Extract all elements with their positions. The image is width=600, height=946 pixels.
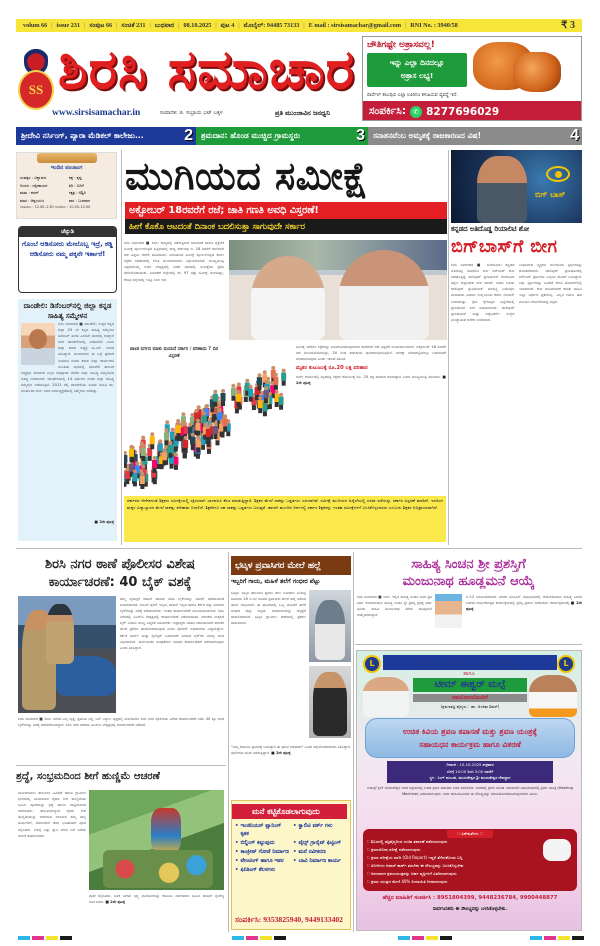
list-item: • ಇಂಜಿನಿಯರ್ ಪ್ಲಾನಿಂಗ್ ಕೃತಕ: [235, 822, 289, 838]
chief-minister-photo: [229, 240, 447, 340]
print-color-bar: [398, 936, 452, 940]
bigg-boss-kicker: ಕನ್ನಡದ ಅತಿದೊಡ್ಡ ರಿಯಾಲಿಟಿ ಶೋ: [451, 225, 530, 233]
teaser-page-4[interactable]: [368, 127, 582, 145]
date: 08.10.2025: [183, 22, 212, 29]
camp-features: [363, 829, 577, 891]
features-heading: :: ವಿಶೇಷತೆಗಳು ::: [447, 830, 493, 838]
lead-body-col3-text-2: ಸರ್ವೇ ಕಾರ್ಯದಲ್ಲಿ ಮೃತಪಟ್ಟ ಶಿಕ್ಷಕರ ಕುಟುಂಬಕ್ಕೆ ರೂ. 20 ಲಕ್ಷ ಪರಿಹಾರ ಕೊಡುತ್ತೇವೆ ಎಂದು ಮುಖ್ಯಮಂತ್ರಿ ತಿಳಿಸಿದರು.: [296, 375, 441, 380]
injured-woman-photo: [309, 590, 351, 662]
divider: |: [84, 22, 86, 29]
section-divider: [355, 644, 582, 645]
ad-green-box: [367, 53, 467, 87]
panchanga-cell: ಸಂವತ್ಸರ : ವಿಶ್ವಾವಸು: [20, 175, 47, 180]
sweets-image-2: [513, 52, 561, 92]
injured-man-photo: [309, 666, 351, 738]
list-item: • ಕಾಂಕ್ರೀಟ್ ಗೋಡೆ ನಿರ್ಮಾಣ: [235, 848, 289, 856]
crowd-figure: [141, 444, 146, 461]
article-body-continued: ದಾಂಡೇಲಿಯಲ್ಲಿ 14 ವರ್ಷಗಳ ನಂತರ ಜಿಲ್ಲಾ ಸಾಹಿತ್ಯ ಸಮ್ಮೇಳನ ನಡೆಯುತ್ತಿದೆ. 2011 ರಲ್ಲಿ ದಾಂಡೇಲಿಯ ಹಿರಿಯ ಸಾಹಿತಿ ಡಾ. ಮುರ್ತುಜಾ ಆರ್ಟಿ ಅವರ ಸರ್ವಾಧ್ಯಕ್ಷತೆಯಲ್ಲಿ ಸಮ್ಮೇಳನ ನಡೆದಿತ್ತು.: [21, 376, 114, 394]
teaser-page-3[interactable]: [196, 127, 368, 145]
eye-logo-icon: [546, 166, 570, 182]
divider: |: [51, 22, 53, 29]
panchanga-row: [20, 189, 115, 197]
divider: |: [178, 22, 180, 29]
lions-badge-icon: L: [557, 655, 575, 673]
divider: |: [215, 22, 217, 29]
whatsapp-icon: ✆: [410, 106, 422, 118]
lead-body-col3: [296, 344, 446, 492]
section-divider: [16, 765, 226, 766]
crowd-figure: [129, 445, 134, 462]
crowd-figure: [164, 428, 169, 445]
bigg-boss-col2: ಬಂಧನವಾದ ವ್ಯಕ್ತಿಗಳ ಮನೆಯಿಂದ ಸ್ಪರ್ಧಿಗಳನ್ನು ಹೊರತರಲಾಗಿದೆ. ಜಾಲಿವುಡ್ ಸ್ಟುಡಿಯೋದಲ್ಲಿ ಬಿಗ್‌ಬಾಸ್ ಸ್ಪರ್ಧಿಗಳು ಎಲ್ಲರೂ ಹೊರಗೆ ಬಂದಿದ್ದಾರೆ. ಎಲ್ಲಾ ಸ್ಪರ್ಧಿಗಳನ್ನು ಒಂದೆಡೆ ಸೇರಿಸಿ ಹೋಟೆಲ್‌ನಲ್ಲಿ ಇರಿಸಲಾಗಿದೆ. ಶೋ ಮುಂದುವರಿಕೆ ಕುರಿತು ವಾಹಿನಿ ಇನ್ನೂ ನಿರ್ಧಾರ ಪ್ರಕಟಿಸಿಲ್ಲ. ಎಲ್ಲರ ಗಮನ ಈಗ ಮುಂದಿನ ಬೆಳವಣಿಗೆಯತ್ತ ನೆಟ್ಟಿದೆ.: [518, 263, 582, 304]
continued-link[interactable]: ■ 2ನೇ ಪುಟಕ್ಕೆ: [466, 601, 582, 612]
team-name: ಟೀಮ್ ಈಶ್ವರ್ ಮಲ್ಪೆ: [413, 678, 527, 692]
camp-date: ದಿನಾಂಕ : 10-10-2025 ಶುಕ್ರವಾರ: [446, 762, 494, 767]
lead-subhead: ಮೃತರ ಕುಟುಂಬಕ್ಕೆ ರೂ.20 ಲಕ್ಷ ಪರಿಹಾರ: [296, 365, 368, 372]
ad-contact-bar: [363, 101, 582, 121]
crowd-figure: [206, 425, 211, 442]
camp-banner-line2: ಸಹಾಯಧನ ಕಾರ್ಯಕ್ರಮ ಹಾಗೂ ವಿತರಣೆ: [419, 740, 521, 749]
police-headline-line1: ಶಿರಸಿ ನಗರ ಠಾಣೆ ಪೊಲೀಸರ ವಿಶೇಷ: [44, 557, 195, 572]
divider: |: [405, 22, 407, 29]
ad-phone[interactable]: 8277696029: [426, 105, 500, 118]
crowd-figure: [196, 435, 201, 452]
editor-credit: ಸಂಪಾದಕ: ಜಿ. ಸುಬ್ರಾಯ ಭಟ್ ಬಕ್ಕಳ: [160, 110, 223, 116]
divider: |: [116, 22, 118, 29]
doctor-credit: (ಶ್ರವಣತಜ್ಞ ವೈದ್ಯರು : ಡಾ. ಅಂಕಿತಾ ಶಿವರ್): [440, 704, 500, 709]
column-divider: [121, 150, 122, 545]
list-item: • ಫಿನಿಶಿಂಗ್ ಕೆಲಸಗಳು: [235, 866, 289, 874]
crowd-figure: [132, 469, 137, 486]
crowd-figure: [124, 451, 127, 468]
quote-box: [18, 226, 117, 293]
camp-contact: [363, 894, 577, 902]
crowd-figure: [195, 419, 200, 436]
police-caption: ಶಿರಸಿ ಸಮಾಚಾರ ■ ಶಿರಸಿ: ನಗರದ ಎಲ್ಲ ವೃತ್ತ, ಪ್ರಮುಖ ರಸ್ತೆ, ಬಸ್ ನಿಲ್ದಾಣ ವೃತ್ತದಲ್ಲಿ ಮಂಗಳವಾರ ಶಿರಸಿ ನಗರ ಪೊಲೀಸರು ವಿಶೇಷ ಕಾರ್ಯಾಚರಣೆ ನಡೆಸಿ 40 ಕ್ಕೂ ಅಧಿಕ ಬೈಕ್‌ಗಳನ್ನು ವಶಕ್ಕೆ ಪಡೆದುಕೊಂಡಿದ್ದಾರೆ. ಶಿರಸಿ ನಗರ ಠಾಣೆಯ ಪಿಎಸ್ಐ ನೇತೃತ್ವದಲ್ಲಿ ಕಾರ್ಯಾಚರಣೆ ನಡೆದಿದೆ.: [18, 717, 224, 728]
lead-body-col1: ಶಿರಸಿ ಸಮಾಚಾರ ■ ಶಿರಸಿ: ರಾಜ್ಯದಲ್ಲಿ ನಡೆಸುತ್ತಿರುವ ಸಾಮಾಜಿಕ ಹಾಗೂ ಶೈಕ್ಷಣಿಕ ಸಮೀಕ್ಷೆ ಪೂರ್ಣಗೊಳ್ಳದ ಹಿನ್ನೆಲೆಯಲ್ಲಿ ರಾಜ್ಯ ಸರ್ಕಾರವು ಅ. 18 ರವರೆಗೆ ಶಾಲೆಗಳಿಗೆ ರಜೆ ವಿಸ್ತರಿಸಿ ಆದೇಶ ಹೊರಡಿಸಿದೆ. ನಿಗದಿಯಂತೆ ಸಮೀಕ್ಷೆ ಪೂರ್ಣಗೊಳ್ಳದ ಕಾರಣ ಶಿಕ್ಷಕರ ಸಹಕಾರದಲ್ಲಿ ಗಣತಿ ಮುಂದುವರಿಸಲು ನಿರ್ಧರಿಸಲಾಗಿದೆ. ಮುಖ್ಯಮಂತ್ರಿ ಸಿದ್ದರಾಮಯ್ಯ ಅವರ ನೇತೃತ್ವದಲ್ಲಿ ನಡೆದ ಸಭೆಯಲ್ಲಿ ಸಮೀಕ್ಷೆಯ ಪ್ರಗತಿ ಪರಿಶೀಲಿಸಲಾಯಿತು. ಬಹುತೇಕ ಜಿಲ್ಲೆಗಳಲ್ಲಿ ಶೇ. 97 ರಷ್ಟು ಸಮೀಕ್ಷೆ ಮುಗಿದಿದ್ದು, ಕೆಲವು ಜಿಲ್ಲೆಗಳಲ್ಲಿ ಇನ್ನೂ ಬಾಕಿ ಇದೆ.: [124, 241, 224, 282]
crowd-figure: [125, 467, 130, 484]
panchanga-cell: ಮಾಸ : ಆಶ್ವಯುಜ: [20, 197, 44, 203]
crowd-figure: [281, 369, 286, 386]
scroll-icon: [37, 153, 97, 163]
shraddha-caption-text: ಪೂಜೆ ಸಲ್ಲಿಸಿದರು. ಬಳಿಕ ಬಗೆಯ ಭಕ್ಷ್ಯ ಭೋಜನಗಳನ್ನು ಕುಟುಂಬ ಸಮೇತರಾಗಿ ಭೂಮಿ ತಾಯಿಗೆ ನೈವೇದ್ಯ ಅರ್ಪಿಸಿದರು.: [89, 894, 224, 905]
bigg-boss-headline[interactable]: ಬಿಗ್‌ಬಾಸ್‌ಗೆ ಬೀಗ: [451, 237, 558, 257]
bigg-boss-body: [451, 262, 582, 540]
lead-black-strap: ಹೀಗೆ ಕೊಕೊ ಆಟದಂತೆ ದಿನಾಂಕ ಬದಲಿಸುತ್ತಾ ಸಾಗುವುದೇ ಸರ್ಕಾರ: [125, 219, 447, 234]
panchanga-row: [20, 197, 115, 205]
crowd-figure: [236, 390, 241, 407]
teaser-page-number: 3: [356, 127, 365, 144]
teaser-text: ಸನಾತನವೆಂಬ ಅಮೃತಕ್ಕೆ ರಾಜಕಾರಣದ ವಿಷ!: [373, 131, 482, 140]
teacher-quote-box: ಸರ್ಕಾರದ ಆದೇಶದಂತೆ ಶಿಕ್ಷಕರು ಸಮೀಕ್ಷೆಯಲ್ಲಿ ಸಕ್ರಿಯವಾಗಿ ಭಾಗವಹಿಸಿ ಕೆಲಸ ಮಾಡುತ್ತಿದ್ದಾರೆ. ಶಿಕ್ಷಕರ ಮೇಲೆ ಸಾಕಷ್ಟು ಒತ್ತಡಗಳು ಎದುರಾಗಿವೆ. ಸಮೀಕ್ಷೆ ಮುಗಿಯದ ಹಿನ್ನೆಲೆಯಲ್ಲಿ ದಸರಾ ರಜೆಯನ್ನು ಸರ್ಕಾರ ವಿಸ್ತರಣೆ ಮಾಡಿದೆ. ಇದರಿಂದ ಮಕ್ಕಳ ವಿದ್ಯಾಭ್ಯಾಸದ ಮೇಲೆ ಸಾಕಷ್ಟು ಪರಿಣಾಮ ಬೀರಲಿದೆ. ಶಿಕ್ಷಕರಿಗೂ ಸಹ ಸಾಕಷ್ಟು ಒತ್ತಡಗಳು ಬರುತ್ತವೆ. ಹಾಗಾಗಿ ಮುಂದಿನ ದಿನಗಳಲ್ಲಿ ಸರ್ಕಾರ ಶಿಕ್ಷಕರನ್ನು ಇಂತಹ ಸಮೀಕ್ಷೆಗಳಿಗೆ ಬಳಸಿಕೊಳ್ಳಬಾರದು ಎಂಬುದು ಶಿಕ್ಷಕರ ಅಭಿಪ್ರಾಯವಾಗಿದೆ.: [124, 496, 446, 542]
doctor-photo: [363, 677, 409, 717]
column-divider: [228, 552, 229, 932]
email-address[interactable]: E mail : sirsisamachar@gmail.com: [308, 22, 402, 29]
continued-link[interactable]: ■ 2ನೇ ಪುಟಕ್ಕೆ: [296, 375, 446, 386]
lead-headline[interactable]: ಮುಗಿಯದ ಸಮೀಕ್ಷೆ: [125, 154, 369, 198]
police-body-col1-text: ತಮ್ಮ ವೈಯಕ್ತಿಕ ದಾಖಲೆ ಹಾಜರು ಪಡಿಸಿ ಬೈಕ್‌ಗಳನ್ನು ವಾಪಸ್ ಪಡೆಯುವಂತೆ ಸೂಚಿಸಲಾಗಿದೆ. ನಂಬರ್ ಪ್ಲೇಟ್ ಇಲ್ಲದ, ದಾಖಲೆ ಇಲ್ಲದ ಹಾಗೂ ಕರ್ಕಶ ಸದ್ದು ಮಾಡುವ ಬೈಕ್‌ಗಳನ್ನು ವಶಕ್ಕೆ ಪಡೆಯಲಾಗಿದೆ. ಇಂತಹ ಕಾರ್ಯಾಚರಣೆ ಮುಂದುವರಿಯಲಿದೆ. ಶಿರಸಿ ನಗರದಲ್ಲಿ ಪಿಎಸ್ಐ ನೇತೃತ್ವದಲ್ಲಿ ಕಾರ್ಯಾಚರಣೆ ನಡೆಸಲಾಯಿತು.: [120, 597, 224, 620]
police-headline-line2: ಕಾರ್ಯಾಚರಣೆ: 40 ಬೈಕ್ ವಶಕ್ಕೆ: [48, 575, 192, 590]
camp-contact-label: ಹೆಚ್ಚಿನ ಮಾಹಿತಿಗೆ ಸಂಪರ್ಕಿಸಿ :: [382, 895, 436, 901]
camp-venue: ಸ್ಥಳ : ಸಿಂಗ್ ಮಂಟಪ, ಮುರುಡೇಶ್ವರ ಶ್ರೀ ಮುರುಡೇಶ್ವರ ದೇವಸ್ಥಾನ: [429, 775, 511, 781]
panchanga-cell: ವಾರ : ಬುಧವಾರ: [68, 197, 90, 203]
emblem-monogram: SS: [18, 70, 54, 110]
police-bikes-photo: [18, 596, 116, 713]
page-count: ಪುಟ 4: [220, 21, 235, 29]
shraddha-caption: [89, 893, 224, 931]
newspaper-emblem-icon: [18, 44, 54, 110]
list-item: • ಬಾವಿ ನಿರ್ಮಾಣ ಕಾರ್ಯ: [293, 857, 347, 865]
quote-heading: ಚೆನ್ನುಡಿ: [19, 227, 116, 237]
feature-item: :: ಶ್ರವಣ ಯಂತ್ರದ ಮೇಲೆ 40% ರಿಯಾಯಿತಿ ನೀಡಲಾಗುವುದು: [367, 879, 448, 884]
camp-banner: [365, 718, 575, 758]
police-headline[interactable]: [16, 556, 224, 592]
teaser-page-2[interactable]: [16, 127, 196, 145]
collab-label: ಸಹಯೋಗದೊಂದಿಗೆ: [413, 694, 527, 702]
classified-services-list: [232, 822, 350, 874]
shraddha-headline[interactable]: ಶ್ರದ್ಧೆ, ಸಂಭ್ರಮದಿಂದ ಶೀಗೆ ಹುಣ್ಣಿಮೆ ಆಚರಣೆ: [16, 771, 160, 782]
panchanga-rows: [20, 174, 115, 210]
feature-item: :: ರೋಗಿಗಳು ಆಧಾರ್ ಕಾರ್ಡ್ ತರಬೇಕು ಈ ಸೌಲಭ್ಯವನ್ನು ಬಳಸಿಕೊಳ್ಳಬೇಕು: [367, 863, 464, 868]
crowd-figure: [152, 456, 157, 473]
website-link[interactable]: www.sirsisamachar.in: [52, 108, 141, 118]
crowd-figure: [263, 386, 268, 403]
teaser-text: ಶ್ರಮದಾನ: ಹೊಂಡ ಮುಚ್ಚಿದ ಗ್ರಾಮಸ್ಥರು: [201, 131, 301, 140]
lions-and: ಹಾಗೂ: [463, 671, 475, 677]
divider: |: [303, 22, 305, 29]
article-text: [21, 321, 114, 518]
crowd-figure: [190, 433, 195, 450]
ad-green-line1: ಇನ್ನು ಎಲ್ಲಾ ದಿನದಲ್ಲೂ: [389, 58, 445, 67]
crowd-figure: [150, 432, 155, 449]
bigg-boss-photo: [451, 150, 582, 223]
list-item: • ಕ್ವಾಲಿಟಿ ವರ್ಕ್ ಗಳು: [293, 822, 347, 838]
sponsor-photo: [529, 675, 577, 717]
newspaper-tagline: ಪ್ರತಿ ಮುಂಜಾವಿನ ಜನಧ್ವನಿ: [275, 109, 330, 117]
list-item: • ಟೈಲ್ಸ್ ಗ್ರಾನೈಟ್ ಫಿಟ್ಟಿಂಗ್: [293, 839, 347, 847]
crowd-figure: [213, 390, 218, 407]
lead-red-strap: ಅಕ್ಟೋಬರ್ 18ರವರೆಗೆ ರಜೆ; ಜಾತಿ ಗಣತಿ ಅವಧಿ ವಿಸ್ತರಣೆ!: [125, 202, 447, 219]
print-color-bar: [232, 936, 286, 940]
sweets-advertisement[interactable]: [362, 36, 582, 121]
crowd-figure: [173, 453, 178, 470]
camp-description: ಲಯನ್ಸ್ ಕ್ಲಬ್ ಮುರುಡೇಶ್ವರ ಅವರ ಆಶ್ರಯದಲ್ಲಿ ಉಚಿತ ಶ್ರವಣ ತಪಾಸಣಾ ಶಿಬಿರ ನಡೆಯಲಿದೆ. ಶಿಬಿರದಲ್ಲಿ ಶ್ರವಣ ದೋಷ ಇರುವವರಿಗೆ ಸಹಾಯಧನದಲ್ಲಿ ಶ್ರವಣ ಯಂತ್ರ (Hearing Machine) ವಿತರಿಸಲಾಗುವುದು. ಅರ್ಹ ಫಲಾನುಭವಿಗಳು ಈ ಸೌಲಭ್ಯವನ್ನು ಸದುಪಯೋಗಪಡಿಸಿಕೊಳ್ಳಬೇಕಾಗಿ ವಿನಂತಿ.: [367, 786, 573, 796]
crowd-figure: [223, 414, 228, 431]
police-body-col1: [120, 596, 224, 713]
print-color-bar: [530, 936, 584, 940]
feature-item: :: ಶ್ರವಣ ಪರೀಕ್ಷೆಯ ವರದಿ (Old Report) ಇದ್ದರೆ ತೆಗೆದುಕೊಂಡು ಬನ್ನಿ: [367, 855, 463, 860]
continued-link[interactable]: ■ 2ನೇ ಪುಟಕ್ಕೆ: [271, 751, 291, 756]
crowd-figure: [248, 385, 253, 402]
panchanga-cell: ತಿಥಿ : ಬಿದಿಗೆ: [68, 182, 84, 188]
section-divider: [16, 548, 582, 549]
bhatkal-body-continued: [231, 744, 351, 794]
classified-contact: [235, 915, 349, 925]
price: ₹ 3: [561, 20, 575, 31]
crowd-figure: [140, 472, 145, 489]
crowd-illustration: [124, 362, 292, 492]
hearing-aid-icon: [543, 839, 571, 861]
bhatkal-headline[interactable]: ಭಟ್ಕಳ ಪ್ರವಾಸಿಗರ ಮೇಲೆ ಹಲ್ಲೆ: [231, 556, 351, 575]
continued-link[interactable]: ■ 2ನೇ ಪುಟಕ್ಕೆ: [105, 900, 125, 905]
ad-subtext: ಪಾರ್ಸೆಲ್ ತಲುಪುವ ಎಲ್ಲಾ ಊರಿಗೂ ಕಳುಹಿಸುವ ವ್ಯವಸ್ಥೆ ಇದೆ.: [367, 93, 458, 98]
camp-phones[interactable]: 8951804399, 9448236784, 9900448877: [437, 895, 558, 901]
classified-heading: ಮನೆ ಕಟ್ಟಿಕೊಡಲಾಗುವುದು: [232, 804, 347, 819]
column-divider: [448, 150, 449, 545]
continued-link[interactable]: ■ 2ನೇ ಪುಟಕ್ಕೆ: [94, 520, 114, 524]
crowd-figure: [231, 384, 236, 401]
lead-body-col3-text: ಸಮೀಕ್ಷೆ ನಡೆಸಲು ಶಿಕ್ಷಕರನ್ನು ಬಳಸಿಕೊಂಡಿರುವುದರಿಂದ ಶಾಲೆಗಳಿಗೆ ರಜೆ ವಿಸ್ತರಣೆ ಅನಿವಾರ್ಯವಾಗಿದೆ. ಅಕ್ಟೋಬರ್ 18 ರವರೆಗೆ ರಜೆ ಮುಂದುವರಿಯಲಿದ್ದು, 20 ರಿಂದ ತರಗತಿಗಳು ಪುನರಾರಂಭಗೊಳ್ಳಲಿವೆ. ಪರೀಕ್ಷಾ ವೇಳಾಪಟ್ಟಿಯಲ್ಲೂ ಬದಲಾವಣೆ ಮಾಡಲಾಗುವುದು ಎಂದು ಇಲಾಖೆ ತಿಳಿಸಿದೆ.: [296, 345, 446, 362]
portrait-photo: [21, 323, 55, 365]
continued-line: [21, 519, 114, 526]
sahitya-headline[interactable]: [355, 556, 582, 590]
bhatkal-subheadline: ಇಬ್ಬರಿಗೆ ಗಾಯ, ಮಹಿಳೆ ತಲೆಗೆ ಗಂಭೀರ ಪೆಟ್ಟು: [231, 578, 321, 585]
column-divider: [353, 552, 354, 932]
crowd-figure: [279, 393, 284, 410]
bhatkal-body: ಭಟ್ಕಳ: ಭಟ್ಕಳ ತಾಲೂಕಿನ ಪ್ರವಾಸಿ ತಾಣ ನೋಡಲು ಬಂದಿದ್ದ ಸುಮಾರು 20 ಕಿ.ಮೀ ದೂರದ ಪ್ರವಾಸಿಗರ ಮೇಲೆ ಹಲ್ಲೆ ನಡೆಸಿದ ಘಟನೆ ಸಂಭವಿಸಿದೆ. ಈ ಘಟನೆಯಲ್ಲಿ ಒಬ್ಬ ಮಹಿಳೆಗೆ ತಲೆಗೆ ಗಂಭೀರ ಪೆಟ್ಟು ಬಿದ್ದಿದೆ. ಗಾಯಾಳುಗಳನ್ನು ಆಸ್ಪತ್ರೆಗೆ ದಾಖಲಿಸಲಾಗಿದೆ. ಭಟ್ಕಳ ಗ್ರಾಮೀಣ ಠಾಣೆಯಲ್ಲಿ ಪ್ರಕರಣ ದಾಖಲಾಗಿದೆ.: [231, 591, 306, 626]
volume-label: volum 66: [23, 22, 48, 29]
quote-text: ಗೊಂಬೆ ಆಡಿಸೋರು ಮೇಲೊಬ್ಬ ಇದ್ರೆ, ಕಡ್ಡಿ ಆಡಿಸೋರು ನಮ್ಮ ಪಕ್ಕನೇ ಇರ್ತಾರೆ!: [22, 240, 113, 258]
crowd-figure: [257, 373, 262, 390]
divider: |: [238, 22, 240, 29]
construction-classified-ad[interactable]: [231, 800, 351, 930]
feature-item: :: ಅನುದಾನದ ಶ್ರವಣಯಂತ್ರವನ್ನು ಅರ್ಹ ವ್ಯಕ್ತಿಗಳಿಗೆ ವಿತರಿಸಲಾಗುವುದು: [367, 871, 457, 876]
article-body: ಶಿರಸಿ ಸಮಾಚಾರ ■ ದಾಂಡೇಲಿ: ಉತ್ತರ ಕನ್ನಡ ಜಿಲ್ಲಾ 25 ನೇ ಕನ್ನಡ ಸಾಹಿತ್ಯ ಸಮ್ಮೇಳನ ಡಿಸೆಂಬರ್ ತಿಂಗಳ ಎರಡನೇ ವಾರದಲ್ಲಿ ಆಯ್ದಾಗ ನಗರ ದಾಂಡೇಲಿಯಲ್ಲಿ ನಡೆಯಲಿದೆ ಎಂದು ಜಿಲ್ಲಾ ಕಸಾಪ ಅಧ್ಯಕ್ಷ ಬಿ.ಎನ್. ವಾಸರೆ ತಿಳಿಸಿದ್ದಾರೆ. ಮಂಗಳವಾರ ಈ ಬಗ್ಗೆ ಪ್ರಕಟಣೆ ನೀಡಿರುವ ಅವರು ಕಸಾಪ ಜಿಲ್ಲಾ ಕಾರ್ಯಕಾರಿ ಸಮಿತಿಯ ಸಭೆಯಲ್ಲಿ ದಾಂಡೇಲಿ ತಾಲೂಕ ಅಧ್ಯಕ್ಷರು ಸೇರಿದಂತೆ ಎಲ್ಲರ ಅಭಿಪ್ರಾಯ ಪಡೆದು ಜಿಲ್ಲಾ ಸಾಹಿತ್ಯ ಸಮ್ಮೇಳನದ ಆತಿಥ್ಯ ನೀಡಲಾಗಿದೆ.: [21, 322, 114, 381]
lions-badge-icon: L: [363, 655, 381, 673]
panchanga-cell: ನಕ್ಷತ್ರ : ಅಶ್ವಿನಿ: [68, 190, 86, 196]
panchanga-box: [16, 152, 117, 219]
crowd-figure: [176, 421, 181, 438]
feature-item: :: ಶ್ರವಣದೋಷ ಪರೀಕ್ಷೆ ನಡೆಸಲಾಗುವುದು: [367, 847, 421, 852]
camp-footer: ಸಾರ್ವಜನಿಕರು ಈ ಸೌಲಭ್ಯವನ್ನು ಬಳಸಿಕೊಳ್ಳಬೇಕು.: [432, 907, 508, 912]
camp-schedule: [387, 761, 553, 783]
sahitya-headline-line2: ಮಂಜುನಾಥ ಹೂಡ್ಲಮನೆ ಆಯ್ಕೆ: [402, 574, 535, 589]
bigg-boss-col1: ಶಿರಸಿ ಸಮಾಚಾರ ■ ಬೆಂಗಳೂರು: ಕನ್ನಡದ ಅತಿದೊಡ್ಡ ರಿಯಾಲಿಟಿ ಶೋ ಬಿಗ್‌ಬಾಸ್ ಶೋ ನಡೆಯುತ್ತಿದ್ದ ಜಾಲಿವುಡ್ ಸ್ಟುಡಿಯೋಗೆ ಬೆಂಗಳೂರು ದಕ್ಷಿಣ ಜಿಲ್ಲಾಡಳಿತ ಬೀಗ ಹಾಕಿದೆ. ಬಿಡದಿ ಬಳಿಯ ಜಾಲಿವುಡ್ ಸ್ಟುಡಿಯೋಸ್ ಮಾಲಿನ್ಯ ನಿಯಂತ್ರಣ ಮಂಡಳಿಯ ನಿಯಮ ಉಲ್ಲಂಘಿಸಿದ ಕಾರಣ ನೋಟಿಸ್ ನೀಡಲಾಗಿತ್ತು. ಕ್ರಮ ಕೈಗೊಳ್ಳದ ಹಿನ್ನೆಲೆಯಲ್ಲಿ ಸ್ಟುಡಿಯೋಗೆ ಬೀಗ ಜಡಿಯಲಾಗಿದೆ. ಜಾಲಿವುಡ್ ಸ್ಟುಡಿಯೋಸ್ ಮತ್ತು ಅಡ್ವೆಂಚರ್ಸ್ ಸಂಸ್ಥೆಗೆ ಮುಚ್ಚುವಂತೆ ಆದೇಶ ನೀಡಲಾಗಿದೆ.: [451, 263, 515, 322]
divider: |: [149, 22, 151, 29]
volume-kannada: ಸಂಪುಟ 66: [89, 21, 113, 29]
panchanga-footer: ರಾಹುಕಾಲ : 12.00–1.30 ಗುಳಿಕಕಾಲ : 10.30–12.00: [20, 205, 91, 210]
sahitya-body-col2-text: ಅ.12 ಭಾನುವಾರದಂದು ನಗರದ ಟಿಎಂಎಸ್ ಸಭಾಭವನದಲ್ಲಿ ಆಯೋಜಿಸಿರುವ ಸಾಹಿತ್ಯ ಸಿಂಚನ ಬಳಗದ ವಾರ್ಷಿಕೋತ್ಸವ ಕಾರ್ಯಕ್ರಮದಲ್ಲಿ ಪ್ರಶಸ್ತಿ ಪ್ರದಾನ ನಡೆಯಲಿದೆ. ಕಾರ್ಯಕ್ರಮದಲ್ಲಿ: [466, 595, 582, 606]
shraddha-body: ಮುಂಡಗೋಡ: ತಾಲೂಕಿನ ವಿವಿಧೆಡೆ ಹಾಗೂ ಗ್ರಾಮೀಣ ಭಾಗಗಳಲ್ಲಿ ಮಂಗಳವಾರ ರೈತರು ಶೀಗೆ ಹುಣ್ಣಿಮೆಯ ಭೂಮಿ ಪೂಜೆಯನ್ನು ಶ್ರದ್ಧೆ ಹಾಗೂ ಸಂಭ್ರಮದಿಂದ ಆಚರಿಸಿದರು. ತಾಲೂಕಿನಾದ್ಯಂತ ರೈತರು ಶೀಗೆ ಹುಣ್ಣಿಮೆಯನ್ನು ಆಚರಿಸುವ ಸಲುವಾಗಿ ತಮ್ಮ ತಮ್ಮ ಹೊಲಗಳಿಗೆ, ತೋಟಗಳಿಗೆ ತೆರಳಿ ಭೂತಾಯಿಗೆ ಪೂಜೆ ಸಲ್ಲಿಸಿದರು. ಬೆಳಿಗ್ಗೆ ಎದ್ದು ಸ್ನಾನ ಮಾಡಿ ಬಗೆ ಬಗೆಯ ಅಡುಗೆ ತಯಾರಿಸಿದರು.: [18, 791, 86, 838]
list-item: • ಬಿಲ್ಡಿಂಗ್ ಕಟ್ಟುವುದು: [235, 839, 289, 847]
panchanga-title: ಇಂದಿನ ಪಂಚಾಂಗ: [50, 165, 83, 171]
panchanga-row: [20, 182, 115, 190]
dandeli-article[interactable]: [18, 299, 117, 541]
bhatkal-body-continued-text: "ನಮ್ಮ ಕುಟುಂಬ ಪ್ರವಾಸಕ್ಕೆ ಬಂದಿದ್ದಾಗ ಈ ಘಟನೆ ನಡೆಯಿತು" ಎಂದು ಹಲ್ಲೆಗೊಳಗಾದವರು ತಿಳಿಸಿದ್ದಾರೆ. ಪೊಲೀಸರು ತನಿಖೆ ನಡೆಸುತ್ತಿದ್ದಾರೆ.: [231, 745, 351, 756]
panchanga-cell: ಋತು : ಶರದ್: [20, 190, 39, 196]
teaser-page-number: 4: [570, 127, 579, 144]
lions-club-hearing-camp-ad[interactable]: [356, 650, 582, 931]
teaser-strip: [16, 127, 582, 145]
crowd-figure: [162, 448, 167, 465]
panchanga-cell: ಅಯನ : ದಕ್ಷಿಣಾಯನ: [20, 182, 48, 188]
ad-headline: ಚೌತಿಗಷ್ಟೇ ಅತ್ರಾಸವಲ್ಲ!: [367, 40, 435, 50]
camp-banner-line1: ಉಚಿತ ಕಿವಿಯ ಶ್ರವಣ ತಪಾಸಣೆ ಮತ್ತು ಶ್ರವಣ ಯಂತ್ರಕ್ಕೆ: [403, 727, 537, 736]
sahitya-body-col2: [466, 594, 582, 640]
bigg-boss-logo: ಬಿಗ್ ಬಾಸ್: [535, 190, 566, 199]
classified-phone-label: ಸಂಪರ್ಕಿಸಿ:: [235, 915, 262, 924]
crowd-figure: [168, 441, 173, 458]
ad-contact-label: ಸಂಪರ್ಕಿಸಿ:: [369, 105, 407, 117]
crowd-figure: [273, 373, 278, 390]
lions-title: ಲಯನ್ಸ್ ಕ್ಲಬ್, ಮುರುಡೇಶ್ವರ: [383, 655, 557, 670]
print-color-bar: [18, 936, 72, 940]
teaser-text: ಶ್ರೀದೇವಿ ನರ್ಸಿಂಗ್, ಪ್ಯಾರಾ ಮೆಡಿಕಲ್ ಕಾಲೇಜು...: [21, 131, 144, 140]
classified-phones[interactable]: 9353825940, 9449133402: [263, 915, 343, 924]
issue-info-bar: [16, 19, 582, 32]
feature-item: :: ಶಿಬಿರದಲ್ಲಿ ತಜ್ಞವೈದ್ಯರಿಂದ ಉಚಿತ ತಪಾಸಣೆ ನಡೆಸಲಾಗುವುದು: [367, 839, 448, 844]
issue-label: issue 231: [56, 22, 81, 29]
camp-time: ಬೆಳಗ್ಗೆ 10:00 ರಿಂದ 3:00 ರವರೆಗೆ: [446, 768, 494, 774]
newspaper-title: ಶಿರಸಿ ಸಮಾಚಾರ: [58, 38, 356, 101]
list-item: • ಮನೆ ನವೀಕರಣ: [293, 848, 347, 856]
crowd-figure: [213, 422, 218, 439]
awardee-portrait-photo: [435, 594, 462, 628]
sahitya-body-col1: ಶಿರಸಿ ಸಮಾಚಾರ ■ ಶಿರಸಿ: ಇಲ್ಲಿನ ಸಾಹಿತ್ಯ ಸಿಂಚನ ಬಳಗ ಪ್ರತಿ ವರ್ಷ ಕೊಡಮಾಡುವ ಸಾಹಿತ್ಯ ಸಿಂಚನ ಶ್ರೀ ಪ್ರಶಸ್ತಿ ಪ್ರಸಕ್ತ ವರ್ಷ ಹಿರಿಯ ಸಾಹಿತಿ ಮಂಜುನಾಥ ಹೆಗಡೆ ಹೂಡ್ಲಮನೆ ಆಯ್ಕೆಯಾಗಿದ್ದಾರೆ.: [357, 595, 432, 618]
sahitya-headline-line1: ಸಾಹಿತ್ಯ ಸಿಂಚನ ಶ್ರೀ ಪ್ರಶಸ್ತಿಗೆ: [411, 557, 526, 572]
crowd-figure: [221, 389, 226, 406]
teaser-page-number: 2: [184, 127, 193, 144]
list-item: • ಪೇಂಟಿಂಗ್ ಹಾಗೂ ಇತರ: [235, 857, 289, 865]
crowd-figure: [258, 396, 263, 413]
puja-photo: [89, 790, 224, 890]
weekday: ಬುಧವಾರ: [154, 21, 175, 29]
panchanga-row: [20, 174, 115, 182]
crowd-caption: ಪಾಲಕ ವರ್ಗದ ಮಾತು ಮಣಿಸಿದೆ ಸರ್ಕಾರ / ಪರಿಣಾಮ 7 ದಿನ ವಿಸ್ತರಣೆ: [124, 346, 224, 360]
rni-number: RNI No. : 3940/58: [410, 22, 458, 29]
issue-kannada: ಸಂಚಿಕೆ 231: [121, 21, 146, 29]
police-body-col2-text: ಪಾಲಕರು ಮಕ್ಕಳಿಗೆ ಬೈಕ್ ನೀಡುವ ಮುನ್ನ ಎಚ್ಚರಿಕೆ ವಹಿಸಬೇಕು. ಅಪ್ರಾಪ್ತರು ವಾಹನ ಚಲಾಯಿಸಿದರೆ ಪಾಲಕರ ಮೇಲೆ ಪ್ರಕರಣ ದಾಖಲಿಸಲಾಗುವುದು ಎಂದು ಪೊಲೀಸ್ ಅಧಿಕಾರಿಗಳು ಎಚ್ಚರಿಸಿದ್ದಾರೆ. ಕರ್ಕಶ ಹಾರ್ನ್ ಮತ್ತು ಸೈಲೆನ್ಸರ್ ಬದಲಾವಣೆ ಮಾಡಿದ ಬೈಕ್‌ಗಳ ವಿರುದ್ಧ ದಂಡ ವಿಧಿಸಲಾಗಿದೆ. ಸಾರ್ವಜನಿಕರ ಸುರಕ್ಷತೆಗಾಗಿ ನಿರಂತರ ಕಾರ್ಯಾಚರಣೆ ನಡೆಸಲಾಗುವುದು ಎಂದು ತಿಳಿಸಿದ್ದಾರೆ.: [120, 615, 224, 650]
mobile-number: ಮೊಬೈಲ್: 94485 73133: [243, 21, 300, 29]
article-headline: ದಾಂಡೇಲಿ: ಡಿಸೆಂಬರ್‌ನಲ್ಲಿ ಜಿಲ್ಲಾ ಕನ್ನಡ ಸಾಹಿತ್ಯ ಸಮ್ಮೇಳನ: [23, 302, 112, 320]
crowd-figure: [183, 436, 188, 453]
ad-green-line2: ಅತ್ರಾಸ ಲಭ್ಯ!: [400, 71, 434, 80]
panchanga-cell: ಪಕ್ಷ : ಕೃಷ್ಣ: [68, 175, 82, 180]
